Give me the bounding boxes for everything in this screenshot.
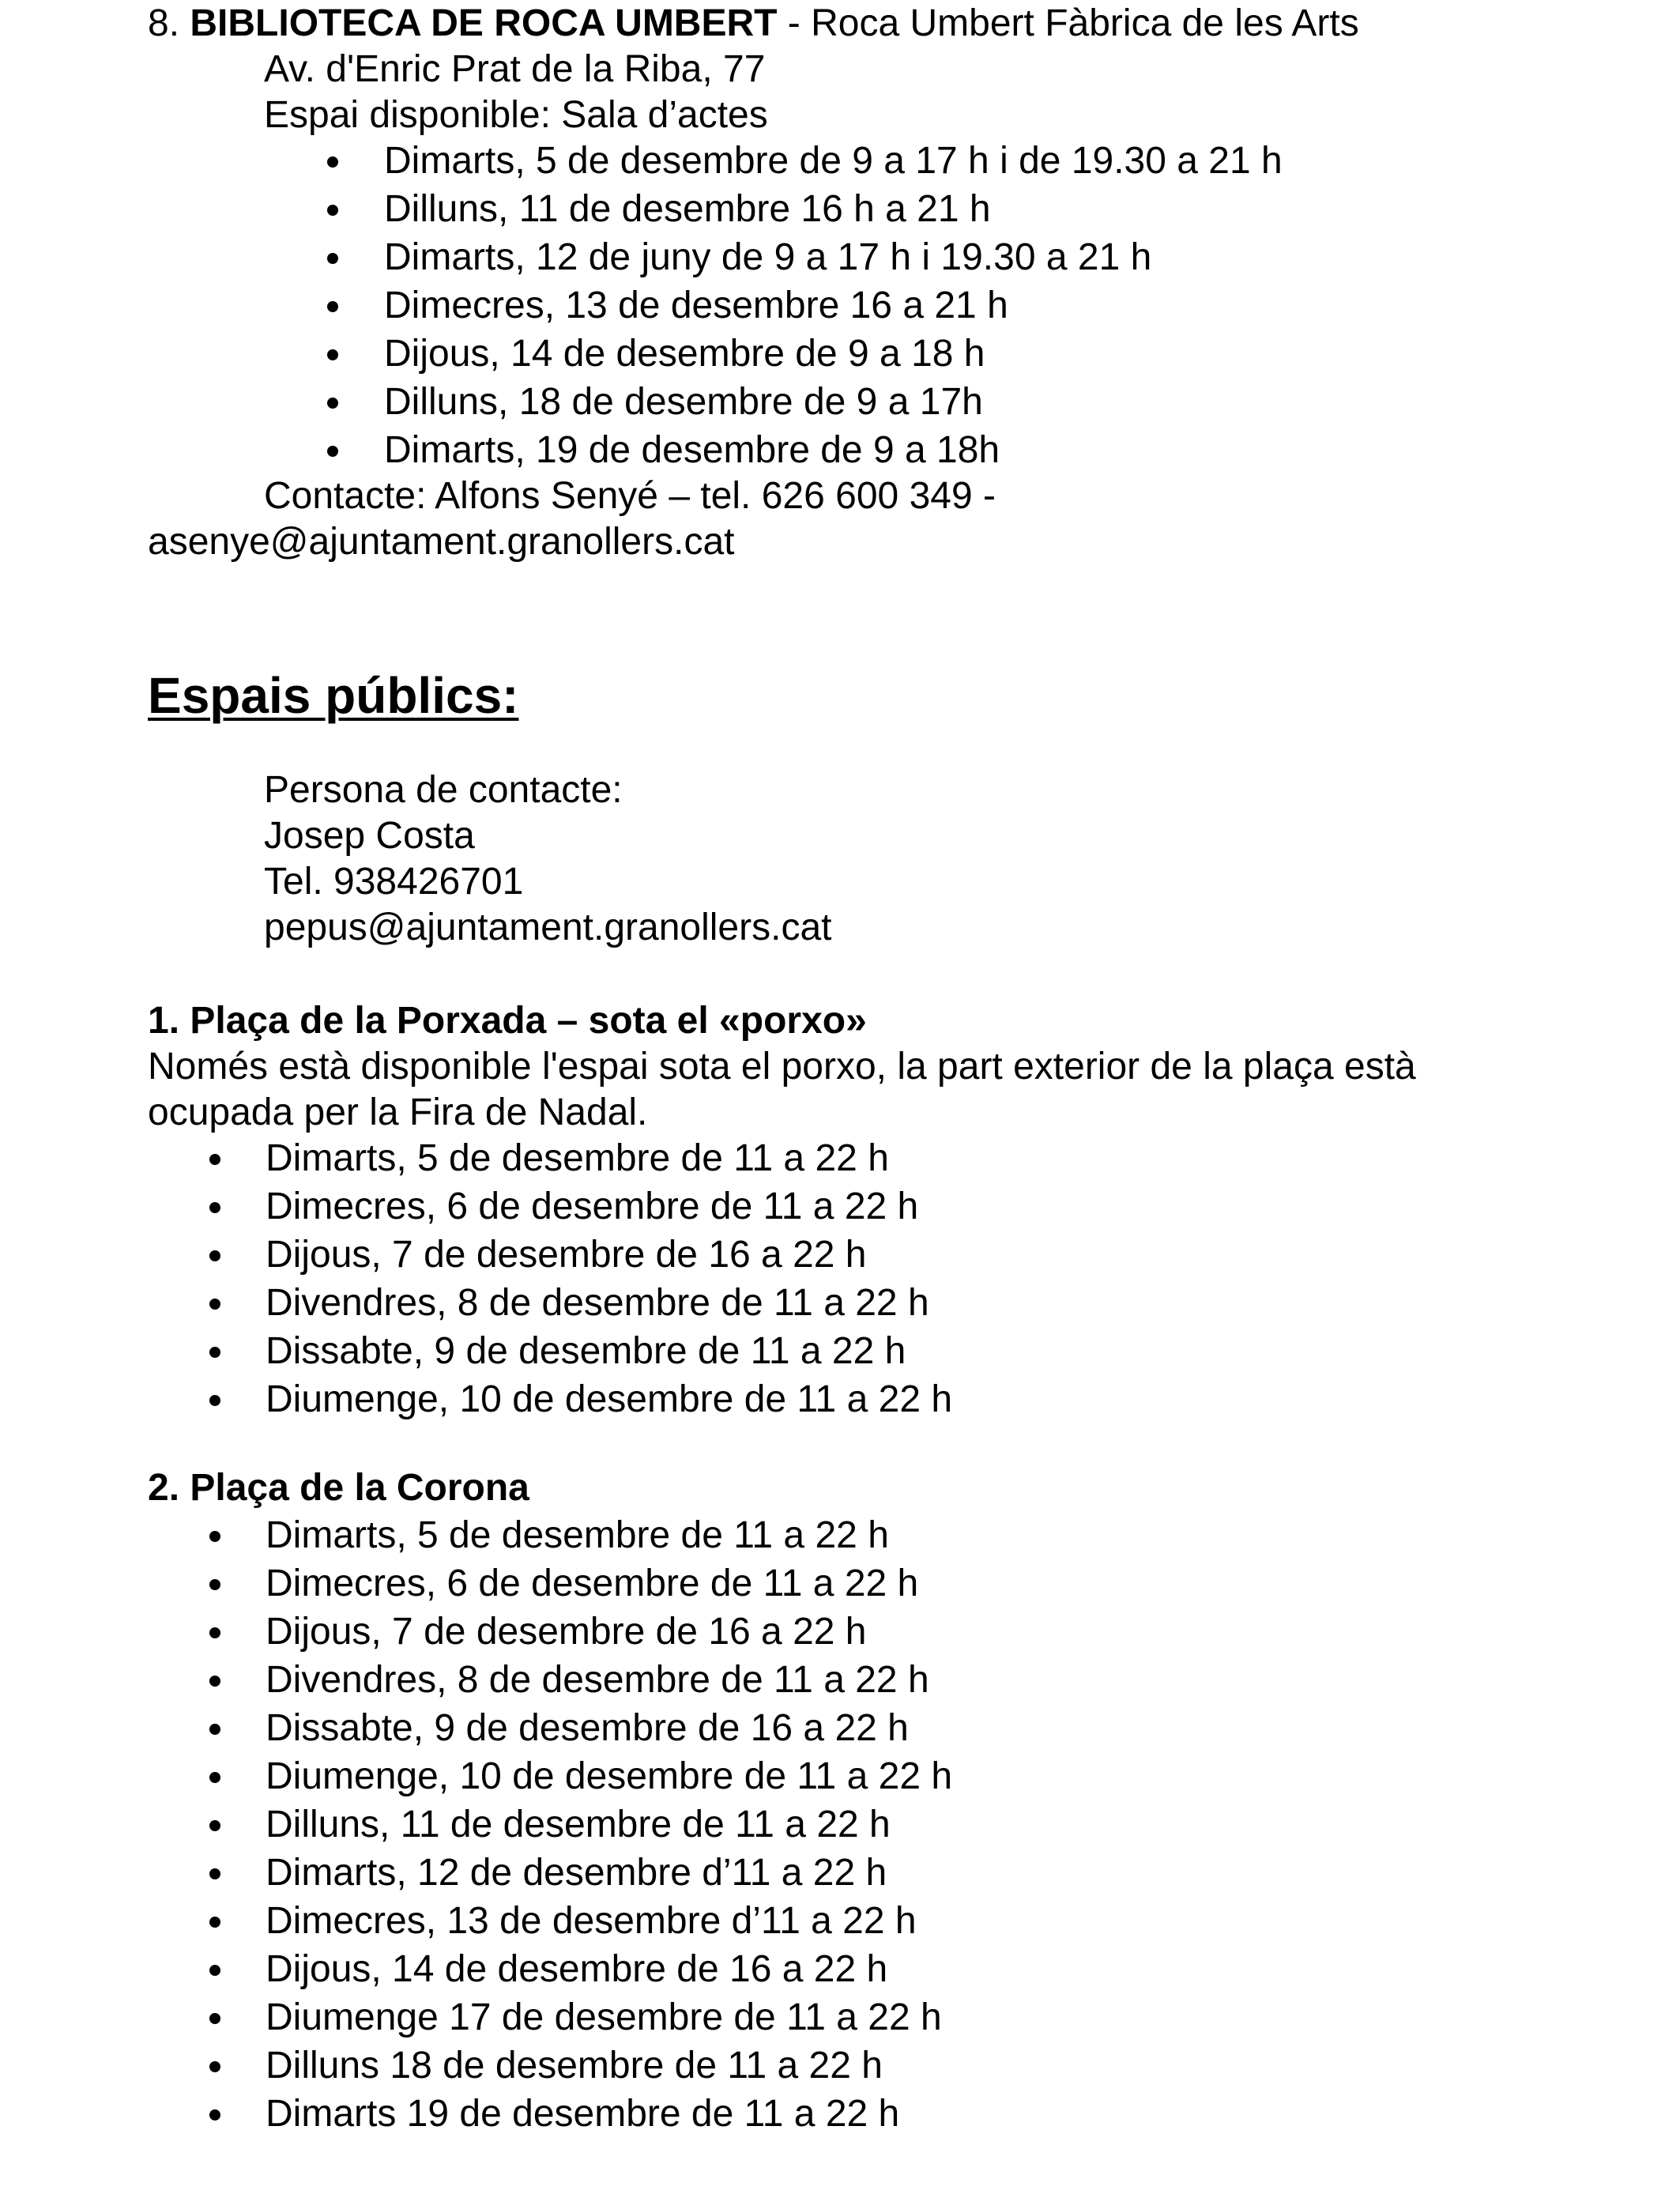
section8-contact-line2: asenye@ajuntament.granollers.cat: [148, 521, 735, 563]
list-item: Dijous, 14 de desembre de 9 a 18 h: [384, 333, 985, 375]
list-item: Dijous, 14 de desembre de 16 a 22 h: [266, 1948, 888, 1990]
bullet-icon: [209, 1579, 220, 1590]
contact-name: Josep Costa: [264, 815, 475, 857]
bullet-icon: [209, 1868, 220, 1879]
bullet-icon: [209, 1299, 220, 1310]
list-item: Dilluns, 11 de desembre 16 h a 21 h: [384, 188, 991, 230]
bullet-icon: [327, 446, 338, 457]
bullet-icon: [209, 1154, 220, 1165]
bullet-icon: [209, 1395, 220, 1406]
section8-space: Espai disponible: Sala d’actes: [264, 94, 768, 136]
list-item: Dimarts, 12 de juny de 9 a 17 h i 19.30 a 21 h: [384, 236, 1152, 278]
place2-title: 2. Plaça de la Corona: [148, 1467, 529, 1509]
list-item: Diumenge, 10 de desembre de 11 a 22 h: [266, 1755, 953, 1797]
section8-number: 8.: [148, 2, 180, 44]
list-item: Dissabte, 9 de desembre de 16 a 22 h: [266, 1707, 909, 1749]
public-spaces-heading: Espais públics:: [148, 667, 519, 724]
place1-title: 1. Plaça de la Porxada – sota el «porxo»: [148, 1000, 867, 1042]
list-item: Divendres, 8 de desembre de 11 a 22 h: [266, 1282, 929, 1324]
place1-note-line1: Només està disponible l'espai sota el porxo, la part exterior de la plaça està: [148, 1046, 1416, 1088]
bullet-icon: [209, 1820, 220, 1831]
contact-email: pepus@ajuntament.granollers.cat: [264, 907, 832, 948]
bullet-icon: [209, 1531, 220, 1542]
list-item: Dissabte, 9 de desembre de 11 a 22 h: [266, 1330, 906, 1372]
bullet-icon: [209, 1965, 220, 1976]
bullet-icon: [327, 253, 338, 264]
bullet-icon: [209, 2061, 220, 2072]
bullet-icon: [327, 156, 338, 168]
bullet-icon: [327, 205, 338, 216]
bullet-icon: [209, 2109, 220, 2120]
list-item: Dilluns, 18 de desembre de 9 a 17h: [384, 381, 983, 423]
bullet-icon: [209, 1347, 220, 1358]
list-item: Dimecres, 13 de desembre d’11 a 22 h: [266, 1900, 917, 1942]
section8-address: Av. d'Enric Prat de la Riba, 77: [264, 48, 766, 90]
list-item: Dimarts, 5 de desembre de 9 a 17 h i de 19.30 a 21 h: [384, 140, 1283, 182]
bullet-icon: [209, 1724, 220, 1735]
bullet-icon: [209, 1250, 220, 1261]
list-item: Dimarts, 19 de desembre de 9 a 18h: [384, 429, 1000, 471]
list-item: Dimecres, 6 de desembre de 11 a 22 h: [266, 1186, 919, 1227]
contact-phone: Tel. 938426701: [264, 861, 524, 903]
list-item: Dimarts, 12 de desembre d’11 a 22 h: [266, 1852, 887, 1894]
list-item: Diumenge 17 de desembre de 11 a 22 h: [266, 1996, 942, 2038]
place1-note-line2: ocupada per la Fira de Nadal.: [148, 1091, 648, 1133]
list-item: Dimecres, 13 de desembre 16 a 21 h: [384, 285, 1008, 326]
list-item: Diumenge, 10 de desembre de 11 a 22 h: [266, 1378, 953, 1420]
list-item: Dimarts, 5 de desembre de 11 a 22 h: [266, 1137, 889, 1179]
list-item: Divendres, 8 de desembre de 11 a 22 h: [266, 1659, 929, 1701]
list-item: Dilluns 18 de desembre de 11 a 22 h: [266, 2045, 883, 2087]
bullet-icon: [209, 2013, 220, 2024]
section8-title: [148, 0, 1359, 47]
list-item: Dimecres, 6 de desembre de 11 a 22 h: [266, 1563, 919, 1604]
list-item: Dijous, 7 de desembre de 16 a 22 h: [266, 1234, 867, 1276]
bullet-icon: [327, 349, 338, 360]
bullet-icon: [209, 1917, 220, 1928]
bullet-icon: [327, 301, 338, 312]
bullet-icon: [209, 1627, 220, 1638]
list-item: Dilluns, 11 de desembre de 11 a 22 h: [266, 1804, 891, 1845]
section8-suffix: - Roca Umbert Fàbrica de les Arts: [777, 2, 1359, 44]
section8-contact-line1: Contacte: Alfons Senyé – tel. 626 600 349 -: [264, 475, 996, 517]
contact-label: Persona de contacte:: [264, 769, 623, 811]
list-item: Dijous, 7 de desembre de 16 a 22 h: [266, 1611, 867, 1653]
section8-name: BIBLIOTECA DE ROCA UMBERT: [190, 2, 778, 44]
list-item: Dimarts, 5 de desembre de 11 a 22 h: [266, 1514, 889, 1556]
bullet-icon: [209, 1772, 220, 1783]
bullet-icon: [327, 398, 338, 409]
list-item: Dimarts 19 de desembre de 11 a 22 h: [266, 2093, 900, 2135]
bullet-icon: [209, 1202, 220, 1213]
bullet-icon: [209, 1676, 220, 1687]
